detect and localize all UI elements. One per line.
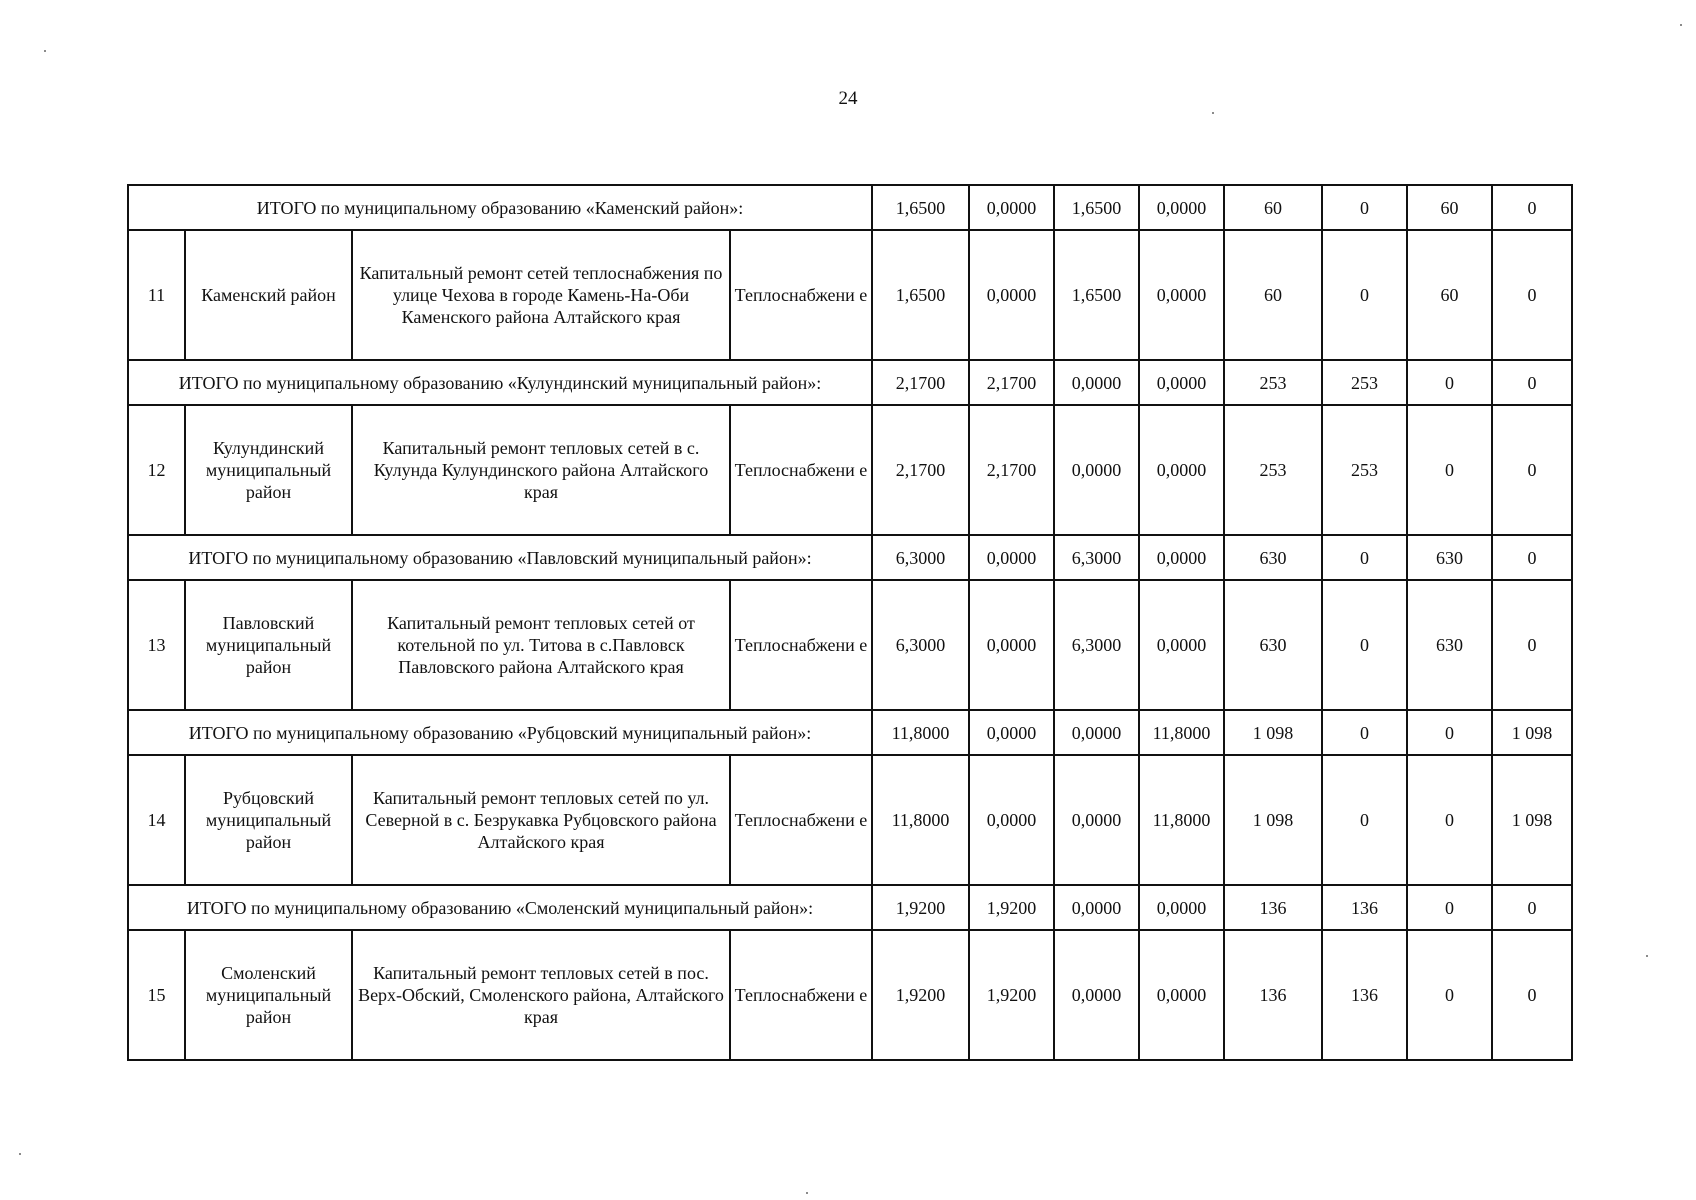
value-cell: 0,0000 <box>969 230 1054 360</box>
total-value-cell: 1,9200 <box>969 885 1054 930</box>
total-row <box>128 185 1572 230</box>
value-cell: 0,0000 <box>1139 405 1224 535</box>
value-cell: 136 <box>1322 930 1407 1060</box>
total-value-cell: 1,6500 <box>872 185 969 230</box>
project-row <box>128 580 1572 710</box>
value-cell: 0 <box>1492 580 1572 710</box>
total-value-cell: 11,8000 <box>872 710 969 755</box>
value-cell: 6,3000 <box>872 580 969 710</box>
type-cell: Теплоснабжени е <box>730 755 872 885</box>
total-value-cell: 6,3000 <box>872 535 969 580</box>
total-value-cell: 2,1700 <box>969 360 1054 405</box>
total-value-cell: 0,0000 <box>1054 710 1139 755</box>
total-label: ИТОГО по муниципальному образованию «Павловский муниципальный район»: <box>128 535 872 580</box>
type-cell: Теплоснабжени е <box>730 230 872 360</box>
value-cell: 1,9200 <box>969 930 1054 1060</box>
scan-speck <box>44 50 46 52</box>
total-value-cell: 136 <box>1322 885 1407 930</box>
value-cell: 1 098 <box>1224 755 1322 885</box>
value-cell: 0,0000 <box>1139 930 1224 1060</box>
total-label: ИТОГО по муниципальному образованию «Каменский район»: <box>128 185 872 230</box>
scan-speck <box>1212 112 1214 114</box>
value-cell: 2,1700 <box>872 405 969 535</box>
description-cell: Капитальный ремонт тепловых сетей в с. Кулунда Кулундинского района Алтайского края <box>352 405 730 535</box>
total-label: ИТОГО по муниципальному образованию «Смоленский муниципальный район»: <box>128 885 872 930</box>
description-cell: Капитальный ремонт сетей теплоснабжения по улице Чехова в городе Камень-На-Оби Каменского района Алтайского края <box>352 230 730 360</box>
total-value-cell: 0 <box>1492 185 1572 230</box>
total-value-cell: 60 <box>1224 185 1322 230</box>
total-value-cell: 0 <box>1407 885 1492 930</box>
total-row <box>128 710 1572 755</box>
total-value-cell: 60 <box>1407 185 1492 230</box>
value-cell: 0,0000 <box>1139 230 1224 360</box>
total-value-cell: 1 098 <box>1492 710 1572 755</box>
value-cell: 0,0000 <box>1139 580 1224 710</box>
value-cell: 136 <box>1224 930 1322 1060</box>
total-value-cell: 0,0000 <box>1139 185 1224 230</box>
total-value-cell: 0 <box>1492 535 1572 580</box>
value-cell: 0,0000 <box>969 755 1054 885</box>
total-value-cell: 0 <box>1322 535 1407 580</box>
total-value-cell: 0 <box>1492 360 1572 405</box>
value-cell: 0 <box>1322 230 1407 360</box>
total-value-cell: 0,0000 <box>969 535 1054 580</box>
project-row <box>128 930 1572 1060</box>
total-value-cell: 1,9200 <box>872 885 969 930</box>
total-row <box>128 535 1572 580</box>
total-value-cell: 0,0000 <box>1139 360 1224 405</box>
total-value-cell: 136 <box>1224 885 1322 930</box>
value-cell: 0 <box>1492 230 1572 360</box>
total-row <box>128 360 1572 405</box>
value-cell: 0 <box>1407 930 1492 1060</box>
type-cell: Теплоснабжени е <box>730 405 872 535</box>
data-table <box>127 184 1573 1061</box>
value-cell: 0,0000 <box>1054 930 1139 1060</box>
row-number-cell: 14 <box>128 755 185 885</box>
total-row <box>128 885 1572 930</box>
value-cell: 253 <box>1322 405 1407 535</box>
row-number-cell: 11 <box>128 230 185 360</box>
value-cell: 253 <box>1224 405 1322 535</box>
value-cell: 1,9200 <box>872 930 969 1060</box>
total-value-cell: 0 <box>1407 710 1492 755</box>
value-cell: 0 <box>1322 580 1407 710</box>
value-cell: 60 <box>1224 230 1322 360</box>
scan-speck <box>1646 955 1648 957</box>
district-cell: Павловский муниципальный район <box>185 580 352 710</box>
description-cell: Капитальный ремонт тепловых сетей по ул. Северной в с. Безрукавка Рубцовского района Алтайского края <box>352 755 730 885</box>
total-value-cell: 1 098 <box>1224 710 1322 755</box>
value-cell: 0,0000 <box>1054 405 1139 535</box>
project-row <box>128 405 1572 535</box>
total-value-cell: 0 <box>1407 360 1492 405</box>
total-value-cell: 6,3000 <box>1054 535 1139 580</box>
value-cell: 0,0000 <box>969 580 1054 710</box>
scan-speck <box>19 1153 21 1155</box>
value-cell: 0 <box>1407 755 1492 885</box>
value-cell: 0 <box>1322 755 1407 885</box>
row-number-cell: 12 <box>128 405 185 535</box>
value-cell: 2,1700 <box>969 405 1054 535</box>
value-cell: 0 <box>1492 930 1572 1060</box>
value-cell: 1 098 <box>1492 755 1572 885</box>
total-value-cell: 253 <box>1322 360 1407 405</box>
total-value-cell: 0,0000 <box>1054 360 1139 405</box>
value-cell: 60 <box>1407 230 1492 360</box>
value-cell: 1,6500 <box>1054 230 1139 360</box>
value-cell: 11,8000 <box>872 755 969 885</box>
total-value-cell: 0,0000 <box>969 185 1054 230</box>
total-value-cell: 0 <box>1322 710 1407 755</box>
district-cell: Каменский район <box>185 230 352 360</box>
value-cell: 0 <box>1492 405 1572 535</box>
total-value-cell: 0,0000 <box>1139 535 1224 580</box>
total-value-cell: 630 <box>1407 535 1492 580</box>
total-value-cell: 0 <box>1322 185 1407 230</box>
district-cell: Рубцовский муниципальный район <box>185 755 352 885</box>
page-number: 24 <box>838 88 858 109</box>
scan-speck <box>1680 24 1682 26</box>
type-cell: Теплоснабжени е <box>730 930 872 1060</box>
total-value-cell: 630 <box>1224 535 1322 580</box>
total-value-cell: 0 <box>1492 885 1572 930</box>
value-cell: 1,6500 <box>872 230 969 360</box>
total-value-cell: 0,0000 <box>1139 885 1224 930</box>
scan-speck <box>806 1192 808 1194</box>
value-cell: 630 <box>1224 580 1322 710</box>
type-cell: Теплоснабжени е <box>730 580 872 710</box>
value-cell: 6,3000 <box>1054 580 1139 710</box>
description-cell: Капитальный ремонт тепловых сетей в пос. Верх-Обский, Смоленского района, Алтайского края <box>352 930 730 1060</box>
total-value-cell: 2,1700 <box>872 360 969 405</box>
district-cell: Кулундинский муниципальный район <box>185 405 352 535</box>
value-cell: 11,8000 <box>1139 755 1224 885</box>
row-number-cell: 15 <box>128 930 185 1060</box>
district-cell: Смоленский муниципальный район <box>185 930 352 1060</box>
project-row <box>128 755 1572 885</box>
description-cell: Капитальный ремонт тепловых сетей от котельной по ул. Титова в с.Павловск Павловского района Алтайского края <box>352 580 730 710</box>
total-value-cell: 0,0000 <box>1054 885 1139 930</box>
total-label: ИТОГО по муниципальному образованию «Рубцовский муниципальный район»: <box>128 710 872 755</box>
row-number-cell: 13 <box>128 580 185 710</box>
total-value-cell: 253 <box>1224 360 1322 405</box>
total-label: ИТОГО по муниципальному образованию «Кулундинский муниципальный район»: <box>128 360 872 405</box>
value-cell: 0,0000 <box>1054 755 1139 885</box>
value-cell: 630 <box>1407 580 1492 710</box>
total-value-cell: 1,6500 <box>1054 185 1139 230</box>
total-value-cell: 0,0000 <box>969 710 1054 755</box>
value-cell: 0 <box>1407 405 1492 535</box>
project-row <box>128 230 1572 360</box>
total-value-cell: 11,8000 <box>1139 710 1224 755</box>
